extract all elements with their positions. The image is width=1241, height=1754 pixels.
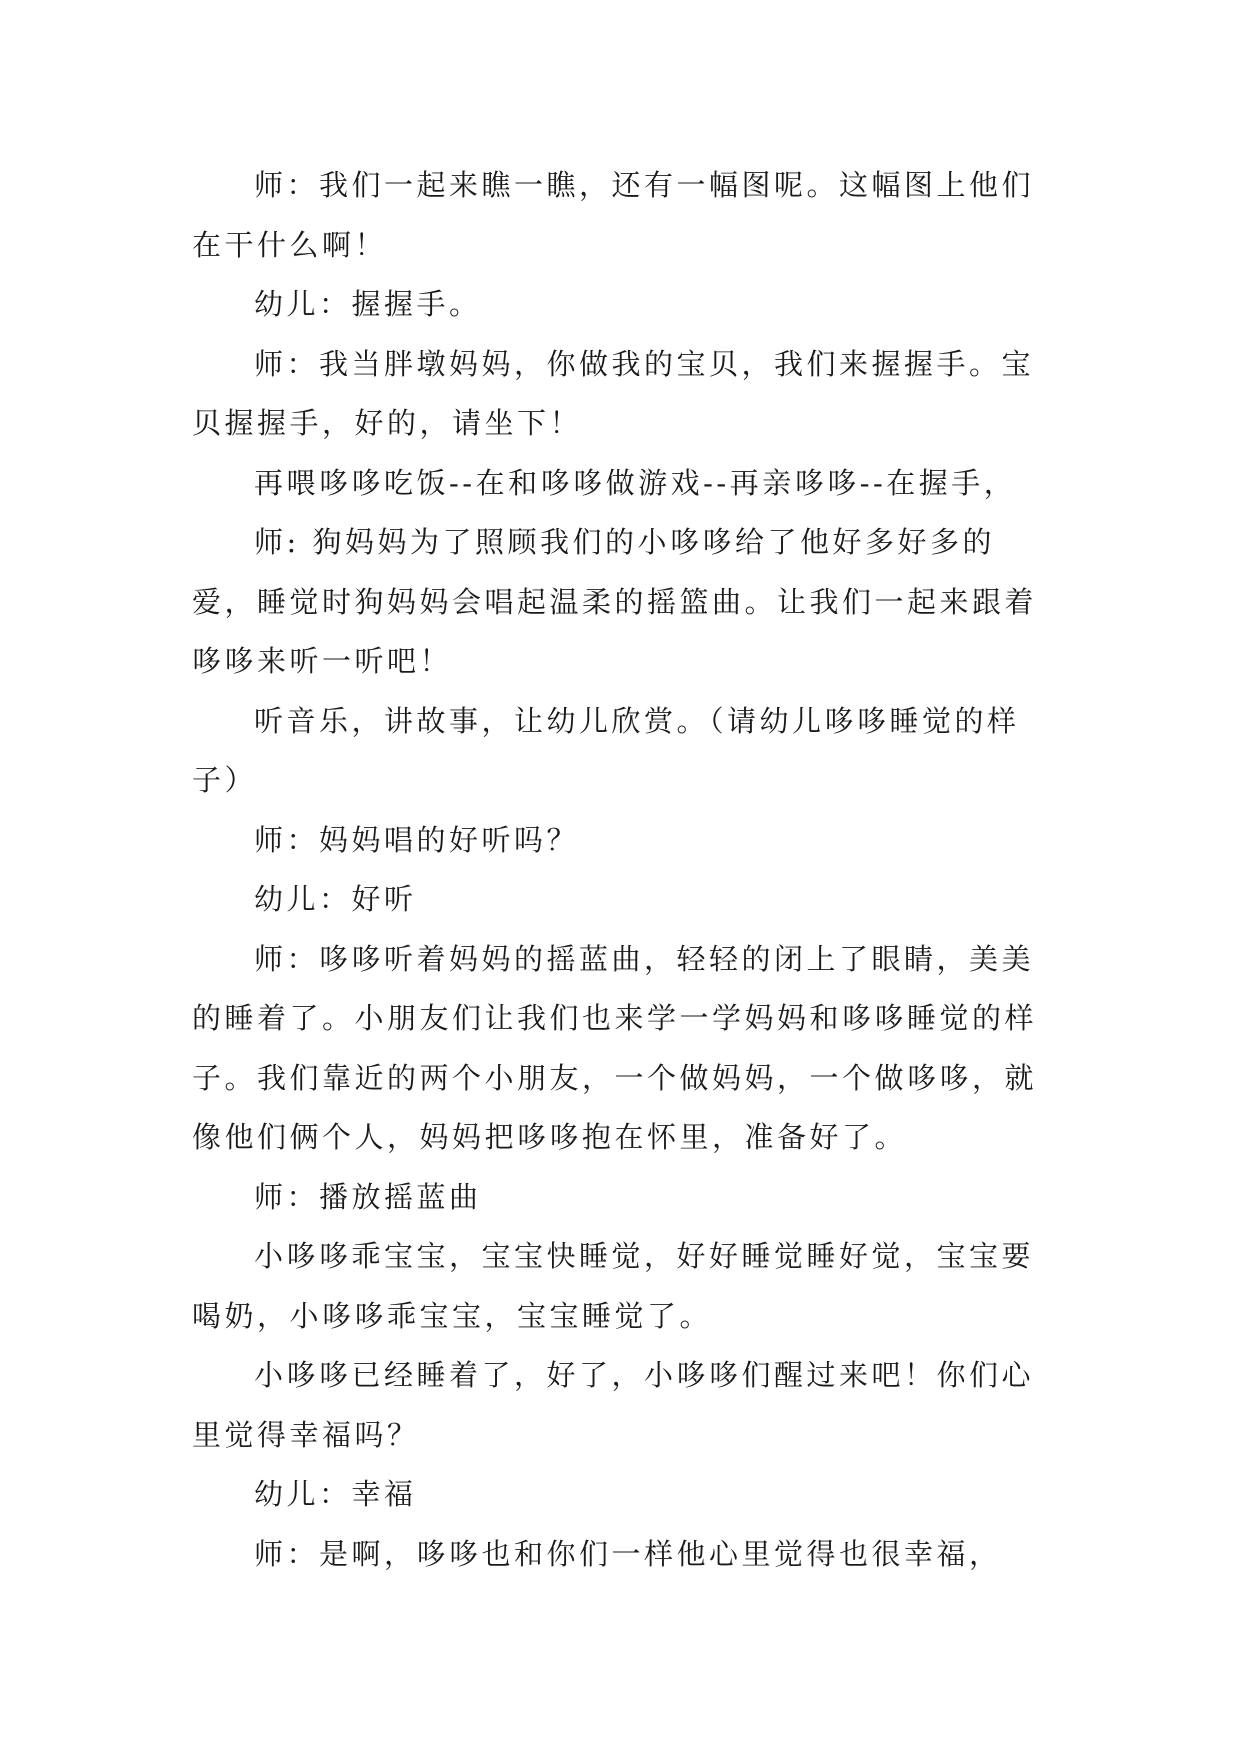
paragraph: 师：我们一起来瞧一瞧，还有一幅图呢。这幅图上他们在干什么啊！ [192, 168, 1035, 262]
paragraph: 听音乐，讲故事，让幼儿欣赏。（请幼儿哆哆睡觉的样子） [192, 703, 1020, 797]
paragraph: 师：是啊，哆哆也和你们一样他心里觉得也很幸福， [254, 1536, 1002, 1571]
paragraph: 师：播放摇蓝曲 [254, 1179, 482, 1214]
paragraph: 再喂哆哆吃饭--在和哆哆做游戏--再亲哆哆--在握手， [254, 465, 1017, 500]
paragraph: 师：哆哆听着妈妈的摇蓝曲，轻轻的闭上了眼睛，美美的睡着了。小朋友们让我们也来学一学妈妈和哆哆睡觉的样子。我们靠近的两个小朋友，一个做妈妈，一个做哆哆，就像他们俩个人，妈妈把哆哆抱在怀里，准备好了。 [192, 941, 1038, 1154]
paragraph: 师: 狗妈妈为了照顾我们的小哆哆给了他好多好多的爱，睡觉时狗妈妈会唱起温柔的摇篮曲。让我们一起来跟着哆哆来听一听吧！ [192, 525, 1038, 678]
document-body [192, 156, 1054, 1584]
paragraph: 幼儿：幸福 [254, 1477, 417, 1511]
paragraph: 小哆哆已经睡着了，好了，小哆哆们醒过来吧！你们心里觉得幸福吗？ [192, 1358, 1035, 1452]
paragraph: 师：妈妈唱的好听吗？ [254, 822, 580, 857]
paragraph: 师：我当胖墩妈妈，你做我的宝贝，我们来握握手。宝贝握握手，好的，请坐下！ [192, 346, 1035, 440]
paragraph: 幼儿：好听 [254, 882, 417, 916]
paragraph: 小哆哆乖宝宝，宝宝快睡觉，好好睡觉睡好觉，宝宝要喝奶，小哆哆乖宝宝，宝宝睡觉了。 [192, 1239, 1035, 1333]
paragraph: 幼儿：握握手。 [254, 287, 482, 321]
